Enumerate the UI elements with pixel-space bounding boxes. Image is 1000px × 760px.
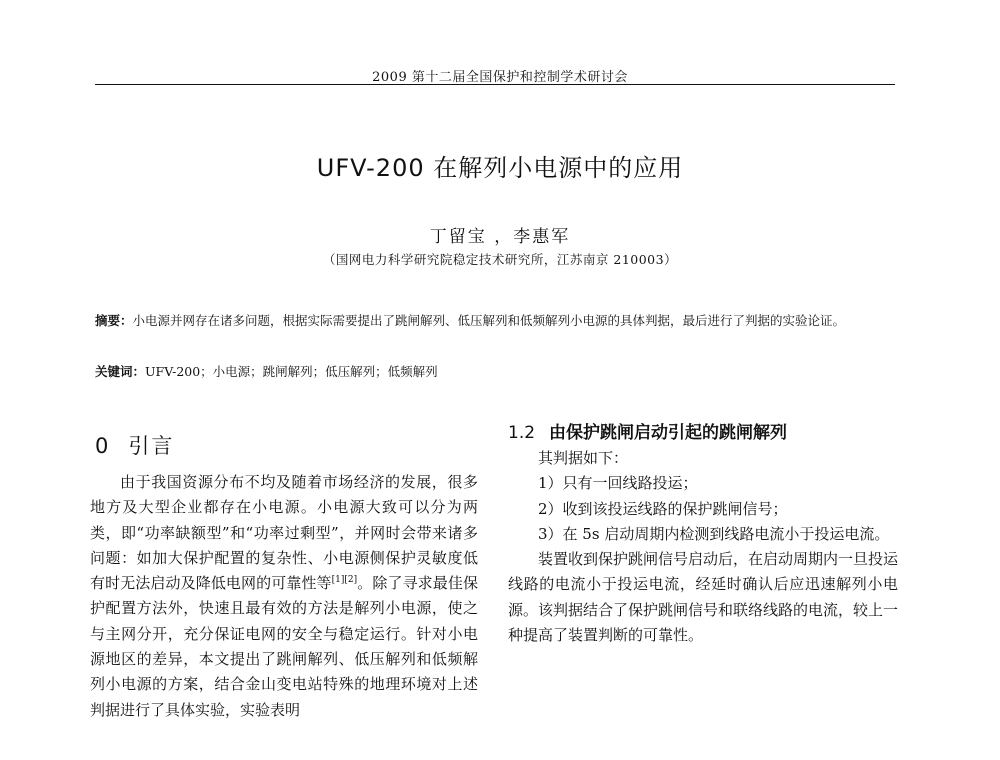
affiliation: （国网电力科学研究院稳定技术研究所，江苏南京 210003） xyxy=(322,252,678,267)
paper-title: UFV-200 在解列小电源中的应用 xyxy=(316,154,684,182)
header-rule xyxy=(95,84,895,85)
keywords-text: UFV-200；小电源；跳闸解列；低压解列；低频解列 xyxy=(145,364,438,379)
criterion-3: 3）在 5s 启动周期内检测到线路电流小于投运电流。 xyxy=(538,524,890,543)
criterion-1: 1）只有一回线路投运； xyxy=(538,474,698,493)
intro-text-b: 。除了寻求最佳保护配置方法外，快速且最有效的方法是解列小电源，使之与主网分开，充分保证电网的安全与稳定运行。针对小电源地区的差异，本文提出了跳闸解列、低压解列和低频解列小电源的方案，结合金山变电站特殊的地理环境对上述判据进行了具体实验，实验表明 xyxy=(90,574,478,719)
authors: 丁留宝 ，李惠军 xyxy=(429,227,571,247)
section-1-2-number: 1.2 xyxy=(508,423,536,443)
criterion-2: 2）收到该投运线路的保护跳闸信号； xyxy=(538,499,788,518)
section-0-heading xyxy=(95,430,174,460)
right-column xyxy=(508,446,898,648)
citation-marker[interactable]: [1][2] xyxy=(331,575,358,586)
section-0-title: 引言 xyxy=(128,434,175,458)
criteria-intro: 其判据如下： xyxy=(538,449,629,467)
abstract-label: 摘要： xyxy=(95,313,133,328)
abstract xyxy=(95,308,885,333)
intro-text-a: 由于我国资源分布不均及随着市场经济的发展，很多地方及大型企业都存在小电源。小电源大致可以分为两类，即“功率缺额型”和“功率过剩型”，并网时会带来诸多问题：如加大保护配置的复杂性、小电源侧保护灵敏度低有时无法启动及降低电网的可靠性等 xyxy=(90,473,478,593)
section-1-2-heading xyxy=(508,418,787,443)
explanation-paragraph: 装置收到保护跳闸信号启动后，在启动周期内一旦投运线路的电流小于投运电流，经延时确认后应迅速解列小电源。该判据结合了保护跳闸信号和联络线路的电流，较上一种提高了装置判断的可靠性。 xyxy=(508,550,899,645)
abstract-text: 小电源并网存在诸多问题，根据实际需要提出了跳闸解列、低压解列和低频解列小电源的具体判据，最后进行了判据的实验论证。 xyxy=(132,313,846,328)
left-column xyxy=(90,470,478,723)
running-header: 2009 第十二届全国保护和控制学术研讨会 xyxy=(372,70,628,85)
intro-paragraph xyxy=(90,470,478,723)
keywords xyxy=(95,362,885,380)
section-1-2-title: 由保护跳闸启动引起的跳闸解列 xyxy=(549,423,788,443)
keywords-label: 关键词： xyxy=(95,364,146,379)
section-0-number: 0 xyxy=(95,434,111,458)
